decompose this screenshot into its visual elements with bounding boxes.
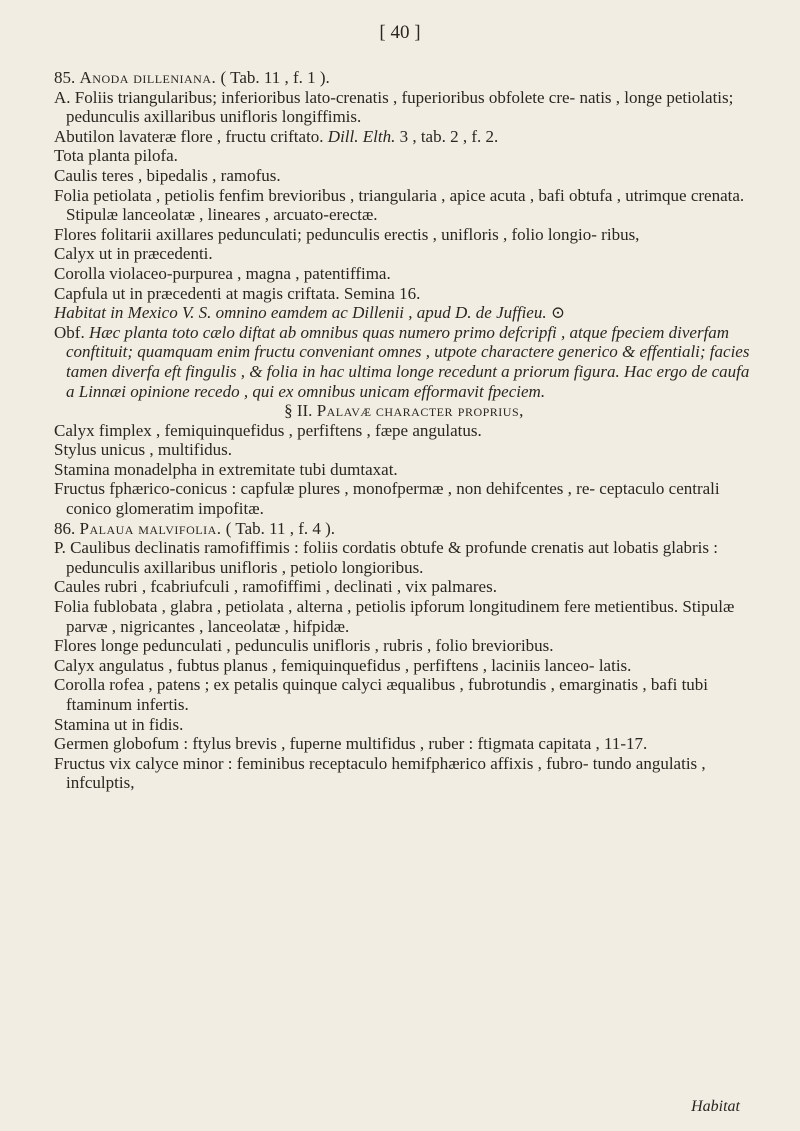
character-line: Calyx fimplex , femiquinquefidus , perfiftens , fæpe angulatus.	[54, 420, 482, 440]
description-line: Capfula ut in præcedenti at magis criftata. Semina 16.	[54, 283, 421, 303]
entry-number: 86.	[54, 518, 76, 538]
annual-symbol-icon: ⊙	[550, 303, 566, 323]
section-heading: § II. Palavæ character proprius,	[284, 401, 524, 421]
species-name: malvifolia.	[138, 518, 222, 538]
diagnosis: P. Caulibus declinatis ramofiffimis : foliis cordatis obtufe & profunde crenatis aut lobatis glabris : pedunculis axillaribus unifloris , petiolo longioribus.	[54, 538, 718, 577]
genus-name: Anoda	[79, 68, 129, 87]
catchword: Habitat	[691, 1098, 740, 1115]
description-line: Flores folitarii axillares pedunculati; pedunculis erectis , unifloris , folio longio- ribus,	[54, 224, 640, 244]
species-name: dilleniana.	[133, 68, 217, 87]
genus-name: Palaua	[79, 518, 134, 538]
description-line: Folia petiolata , petiolis fenfim brevioribus , triangularia , apice acuta , bafi obtufa , utrimque crenata. Stipulæ lanceolatæ , lineares , arcuato-erectæ.	[54, 185, 745, 225]
description-line: Corolla violaceo-purpurea , magna , patentiffima.	[54, 263, 391, 283]
description-line: Caules rubri , fcabriufculi , ramofiffimi , declinati , vix palmares.	[54, 577, 497, 597]
description-line: Germen globofum : ftylus brevis , fuperne multifidus , ruber : ftigmata capitata , 11-17.	[54, 734, 648, 754]
entry-85-heading	[54, 68, 754, 88]
synonym: Abutilon lavateræ flore , fructu criftato. Dill. Elth. 3 , tab. 2 , f. 2.	[54, 126, 499, 146]
description-line: Caulis teres , bipedalis , ramofus.	[54, 165, 281, 185]
character-line: Stylus unicus , multifidus.	[54, 440, 233, 460]
description-line: Folia fublobata , glabra , petiolata , alterna , petiolis ipforum longitudinem fere metientibus. Stipulæ parvæ , nigricantes , lanceolatæ , hifpidæ.	[54, 597, 735, 636]
page-number: [ 40 ]	[379, 22, 421, 43]
plate-reference: ( Tab. 11 , f. 4 ).	[225, 518, 336, 538]
observation-label: Obf.	[54, 322, 85, 342]
synonym-reference: Dill. Elth.	[327, 126, 396, 146]
description-line: Stamina ut in fidis.	[54, 714, 184, 734]
entry-number: 85.	[54, 68, 76, 87]
description-line: Tota planta pilofa.	[54, 146, 178, 166]
description-line: Flores longe pedunculati , pedunculis unifloris , rubris , folio brevioribus.	[54, 636, 554, 656]
page-text	[54, 68, 754, 793]
observation: Obf. Hæc planta toto cælo diftat ab omnibus quas numero primo defcripfi , atque fpeciem diverfam conftituit; quamquam enim fructu conveniant omnes , utpote charactere generico & effentiali; facies tamen diverfa eft fingulis , & folia in hac ultima longe recedunt a priorum figura. Hac ergo de caufa a Linnæi opinione recedo , qui ex omnibus unicam efformavit fpeciem.	[54, 322, 750, 401]
entry-86-heading	[54, 519, 754, 539]
character-line: Stamina monadelpha in extremitate tubi dumtaxat.	[54, 459, 398, 479]
habitat: Habitat in Mexico V. S. omnino eamdem ac Dillenii , apud D. de Juffieu. ⊙	[54, 303, 566, 323]
diagnosis: A. Foliis triangularibus; inferioribus lato-crenatis , fuperioribus obfolete cre- natis , longe petiolatis; pedunculis axillaribus unifloris longiffimis.	[54, 87, 734, 127]
description-line: Corolla rofea , patens ; ex petalis quinque calyci æqualibus , fubrotundis , emarginatis , bafi tubi ftaminum infertis.	[54, 675, 709, 714]
description-line: Fructus vix calyce minor : feminibus receptaculo hemifphærico affixis , fubro- tundo angulatis , infculptis,	[54, 753, 706, 793]
description-line: Calyx angulatus , fubtus planus , femiquinquefidus , perfiftens , laciniis lanceo- latis.	[54, 655, 632, 675]
description-line: Calyx ut in præcedenti.	[54, 244, 213, 264]
plate-reference: ( Tab. 11 , f. 1 ).	[220, 68, 330, 87]
character-line: Fructus fphærico-conicus : capfulæ plures , monofpermæ , non dehifcentes , re- ceptaculo centrali conico glomeratim impofitæ.	[54, 479, 720, 519]
